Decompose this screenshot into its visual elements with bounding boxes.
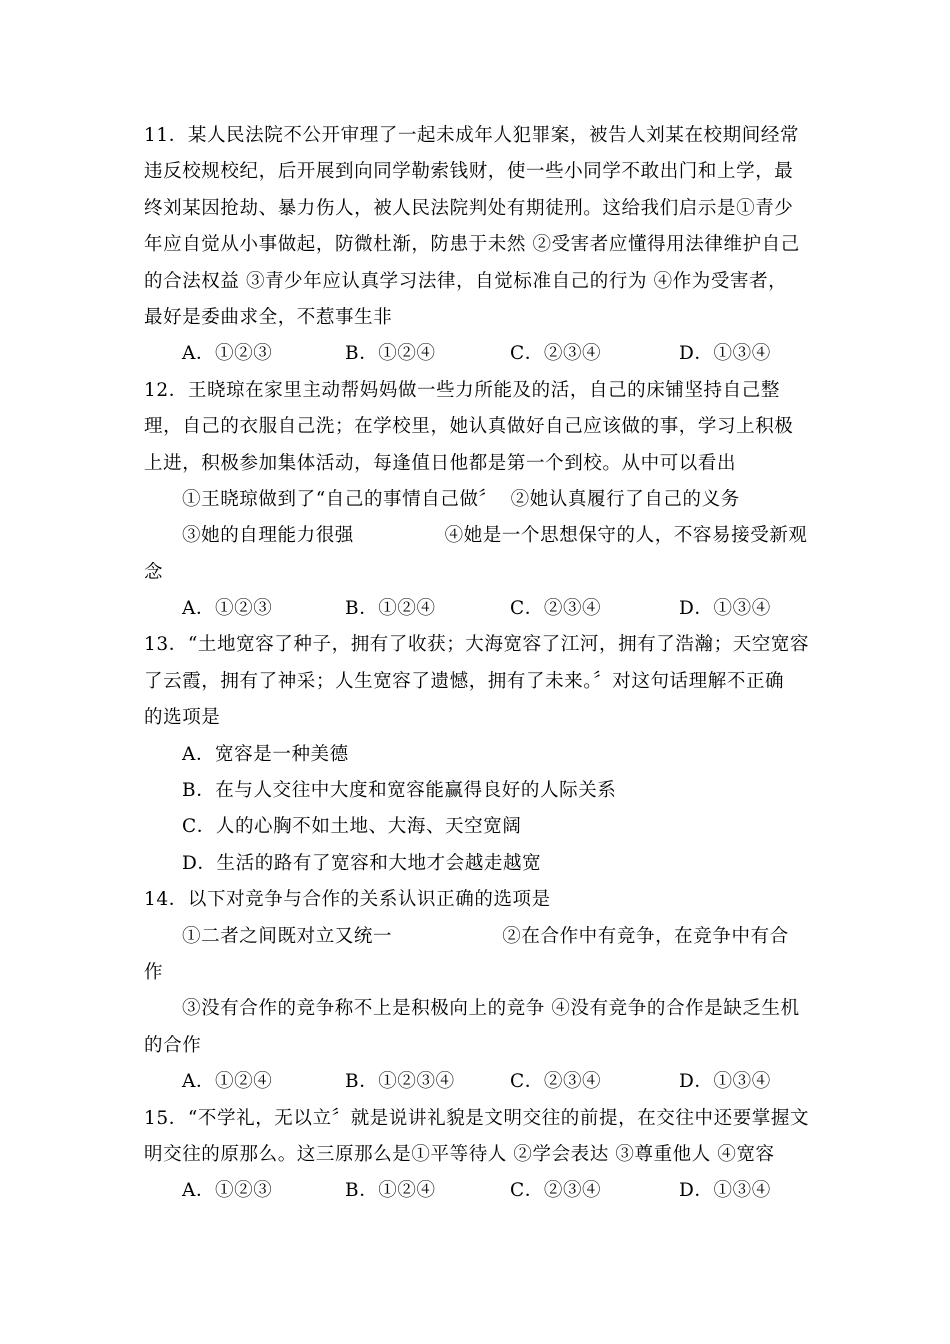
option-c: C．②③④ (510, 1180, 602, 1202)
question-text-line: 12．王晓琼在家里主动帮妈妈做一些力所能及的活，自己的床铺坚持自己整 (144, 379, 780, 401)
answer-options (144, 1064, 808, 1100)
answer-options (144, 336, 808, 372)
option-a: A．①②④ (182, 1071, 273, 1093)
choice-d: D．生活的路有了宽容和大地才会越走越宽 (182, 852, 542, 874)
option-a: A．①②③ (182, 343, 273, 365)
option-c: C．②③④ (510, 1071, 602, 1093)
option-b: B．①②④ (345, 343, 436, 365)
option-d: D．①③④ (679, 1071, 771, 1093)
question-text-line: 了云霞，拥有了神采；人生宽容了遗憾，拥有了未来。〞对这句话理解不正确 (144, 670, 785, 692)
question-15 (144, 1101, 808, 1210)
exam-page (144, 118, 808, 1210)
choice-b: B．在与人交往中大度和宽容能赢得良好的人际关系 (182, 780, 617, 802)
option-d: D．①③④ (679, 598, 771, 620)
option-b: B．①②④ (345, 598, 436, 620)
question-text-line: 上进，积极参加集体活动，每逢值日他都是第一个到校。从中可以看出 (144, 452, 737, 474)
statement-continuation: 念 (144, 561, 164, 583)
option-b: B．①②④ (345, 1180, 436, 1202)
option-a: A．①②③ (182, 598, 273, 620)
question-text-line: 的选项是 (144, 707, 221, 729)
question-text-line: 年应自觉从小事做起，防微杜渐，防患于未然 ②受害者应懂得用法律维护自己 (144, 234, 800, 256)
option-c: C．②③④ (510, 598, 602, 620)
question-13 (144, 627, 808, 882)
option-d: D．①③④ (679, 343, 771, 365)
question-text-line: 终刘某因抢劫、暴力伤人，被人民法院判处有期徒刑。这给我们启示是①青少 (144, 197, 794, 219)
question-text-line: 14．以下对竞争与合作的关系认识正确的选项是 (144, 889, 551, 911)
question-text-line: 明交往的原那么。这三原那么是①平等待人 ②学会表达 ③尊重他人 ④宽容 (144, 1143, 775, 1165)
option-a: A．①②③ (182, 1180, 273, 1202)
question-text-line: 理，自己的衣服自己洗；在学校里，她认真做好自己应该做的事，学习上积极 (144, 416, 794, 438)
question-text-line: 11．某人民法院不公开审理了一起未成年人犯罪案，被告人刘某在校期间经常 (144, 125, 800, 146)
choice-a: A．宽容是一种美德 (182, 743, 349, 765)
choice-c: C．人的心胸不如土地、大海、天空宽阔 (182, 816, 522, 838)
statement-line: ①二者之间既对立又统一 ②在合作中有竞争，在竞争中有合 (182, 925, 789, 947)
answer-options (144, 1173, 808, 1209)
statement-line: ③没有合作的竞争称不上是积极向上的竞争 ④没有竞争的合作是缺乏生机 (182, 998, 800, 1020)
statement-line: ③她的自理能力很强 ④她是一个思想保守的人，不容易接受新观 (182, 525, 808, 547)
question-text-line: 最好是委曲求全，不惹事生非 (144, 306, 393, 328)
question-text-line: 违反校规校纪，后开展到向同学勒索钱财，使一些小同学不敢出门和上学，最 (144, 161, 794, 183)
question-12 (144, 373, 808, 628)
option-b: B．①②③④ (345, 1071, 455, 1093)
option-d: D．①③④ (679, 1180, 771, 1202)
option-c: C．②③④ (510, 343, 602, 365)
question-11 (144, 118, 808, 373)
question-text-line: 的合法权益 ③青少年应认真学习法律，自觉标准自己的行为 ④作为受害者， (144, 270, 788, 292)
statement-continuation: 的合作 (144, 1034, 202, 1056)
question-text-line: 13．“土地宽容了种子，拥有了收获；大海宽容了江河，拥有了浩瀚；天空宽容 (144, 634, 810, 656)
question-text-line: 15．“不学礼，无以立〞就是说讲礼貌是文明交往的前提，在交往中还要掌握文 (144, 1107, 810, 1129)
answer-options (144, 591, 808, 627)
question-14 (144, 882, 808, 1100)
statement-continuation: 作 (144, 961, 164, 983)
statement-line: ①王晓琼做到了“自己的事情自己做〞 ②她认真履行了自己的义务 (182, 488, 740, 510)
